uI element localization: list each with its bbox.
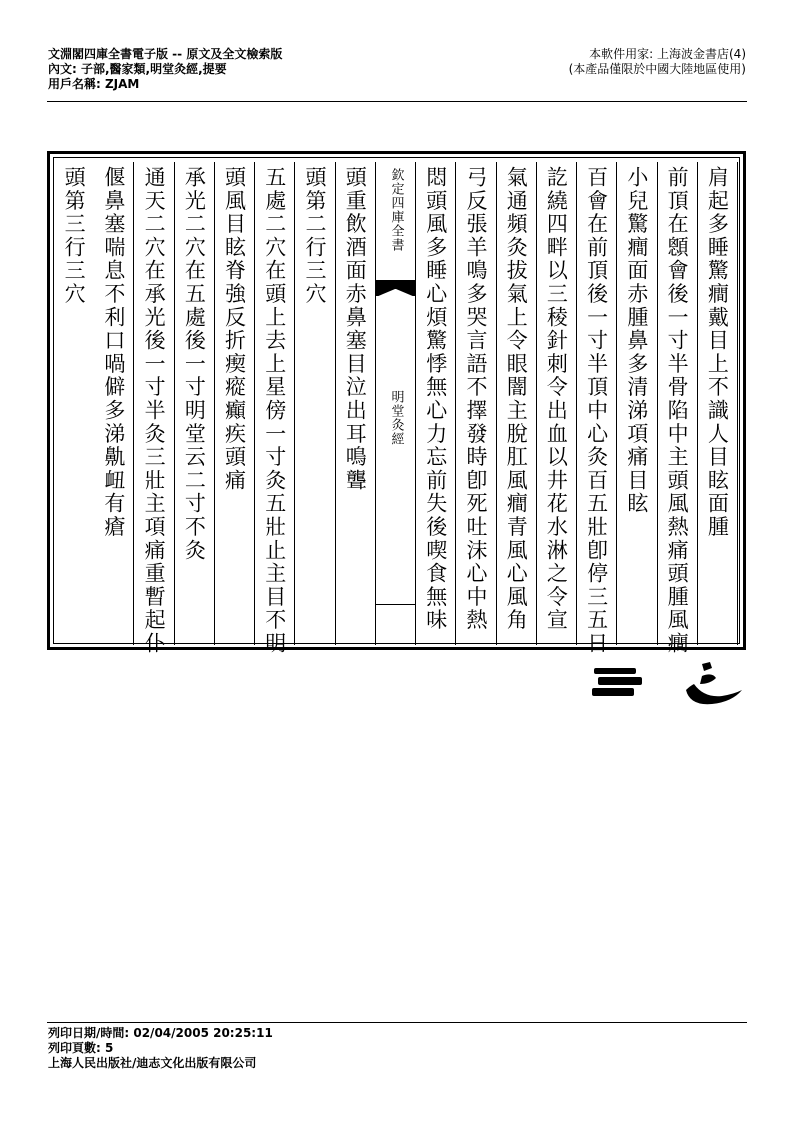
fishtail-mark — [376, 280, 415, 296]
column-text: 氣通頻灸拔氣上令眼闇主脫肛風癎青風心風角 — [504, 166, 529, 632]
text-column-14 — [134, 162, 174, 656]
text-column-13 — [175, 162, 215, 645]
print-footer — [48, 1026, 273, 1071]
column-text: 通天二穴在承光後一寸半灸三壯主項痛重暫起仆 — [142, 166, 167, 656]
header-title: 文淵閣四庫全書電子版 -- 原文及全文檢索版 — [48, 47, 283, 61]
footer-rule — [47, 1022, 747, 1023]
column-text: 承光二穴在五處後一寸明堂云二寸不灸 — [182, 166, 207, 563]
seal-mark-icon — [590, 660, 750, 710]
text-column-1 — [698, 162, 738, 645]
text-column-7 — [456, 162, 496, 645]
header-licensee: 本軟件用家: 上海波金書店(4) — [589, 47, 746, 61]
print-header-right — [569, 47, 746, 77]
header-region-note: (本產品僅限於中國大陸地區使用) — [568, 62, 746, 76]
book-title: 明堂灸經 — [388, 390, 404, 446]
book-page-frame — [47, 151, 746, 656]
column-text: 頭第三行三穴 — [62, 166, 87, 306]
column-text: 小兒驚癎面赤腫鼻多清涕項痛目眩 — [624, 166, 649, 516]
footer-publisher: 上海人民出版社/迪志文化出版有限公司 — [48, 1056, 257, 1070]
fold-divider — [376, 604, 415, 605]
text-column-10 — [295, 162, 335, 645]
column-text: 百會在前頂後一寸半頂中心灸百五壯卽停三五日 — [584, 166, 609, 656]
column-text: 五處二穴在頭上去上星傍一寸灸五壯止主目不明 — [262, 166, 287, 656]
column-text: 頭風目眩脊強反折瘈瘲癲疾頭痛 — [222, 166, 247, 493]
column-text: 頭重飲酒面赤鼻塞目泣出耳鳴聾 — [343, 166, 368, 493]
column-text: 弓反張羊鳴多哭言語不擇發時卽死吐沫心中熱 — [463, 166, 488, 632]
column-text: 頭第二行三穴 — [303, 166, 328, 306]
text-column-4 — [577, 162, 617, 656]
header-username: 用戶名稱: ZJAM — [48, 77, 140, 91]
text-column-8 — [416, 162, 456, 645]
text-column-9 — [336, 162, 376, 645]
library-seal — [590, 660, 750, 710]
center-fold-column — [376, 162, 416, 645]
print-header-left — [48, 47, 282, 92]
column-text: 訖繞四畔以三稜針刺令出血以井花水淋之令宣 — [544, 166, 569, 632]
footer-print-datetime: 列印日期/時間: 02/04/2005 20:25:11 — [48, 1026, 273, 1040]
text-column-11 — [255, 162, 295, 656]
header-section: 內文: 子部,醫家類,明堂灸經,提要 — [48, 62, 227, 76]
column-text: 悶頭風多睡心煩驚悸無心力忘前失後喫食無味 — [423, 166, 448, 632]
column-text: 前頂在顖會後一寸半骨陷中主頭風熱痛頭腫風癎 — [665, 166, 690, 656]
column-text: 偃鼻塞喘息不利口喎僻多涕鼽衄有瘡 — [101, 166, 126, 539]
text-column-12 — [215, 162, 255, 645]
text-column-15 — [94, 162, 134, 645]
collection-title: 欽定四庫全書 — [388, 168, 404, 252]
text-column-5 — [537, 162, 577, 645]
book-inner-frame — [53, 157, 740, 656]
text-column-2 — [658, 162, 698, 656]
text-column-16 — [54, 162, 94, 645]
text-column-3 — [617, 162, 657, 645]
column-text: 肩起多睡驚癎戴目上不識人目眩面腫 — [705, 166, 730, 539]
text-column-6 — [497, 162, 537, 645]
header-rule — [47, 101, 747, 102]
footer-page-count: 列印頁數: 5 — [48, 1041, 114, 1055]
